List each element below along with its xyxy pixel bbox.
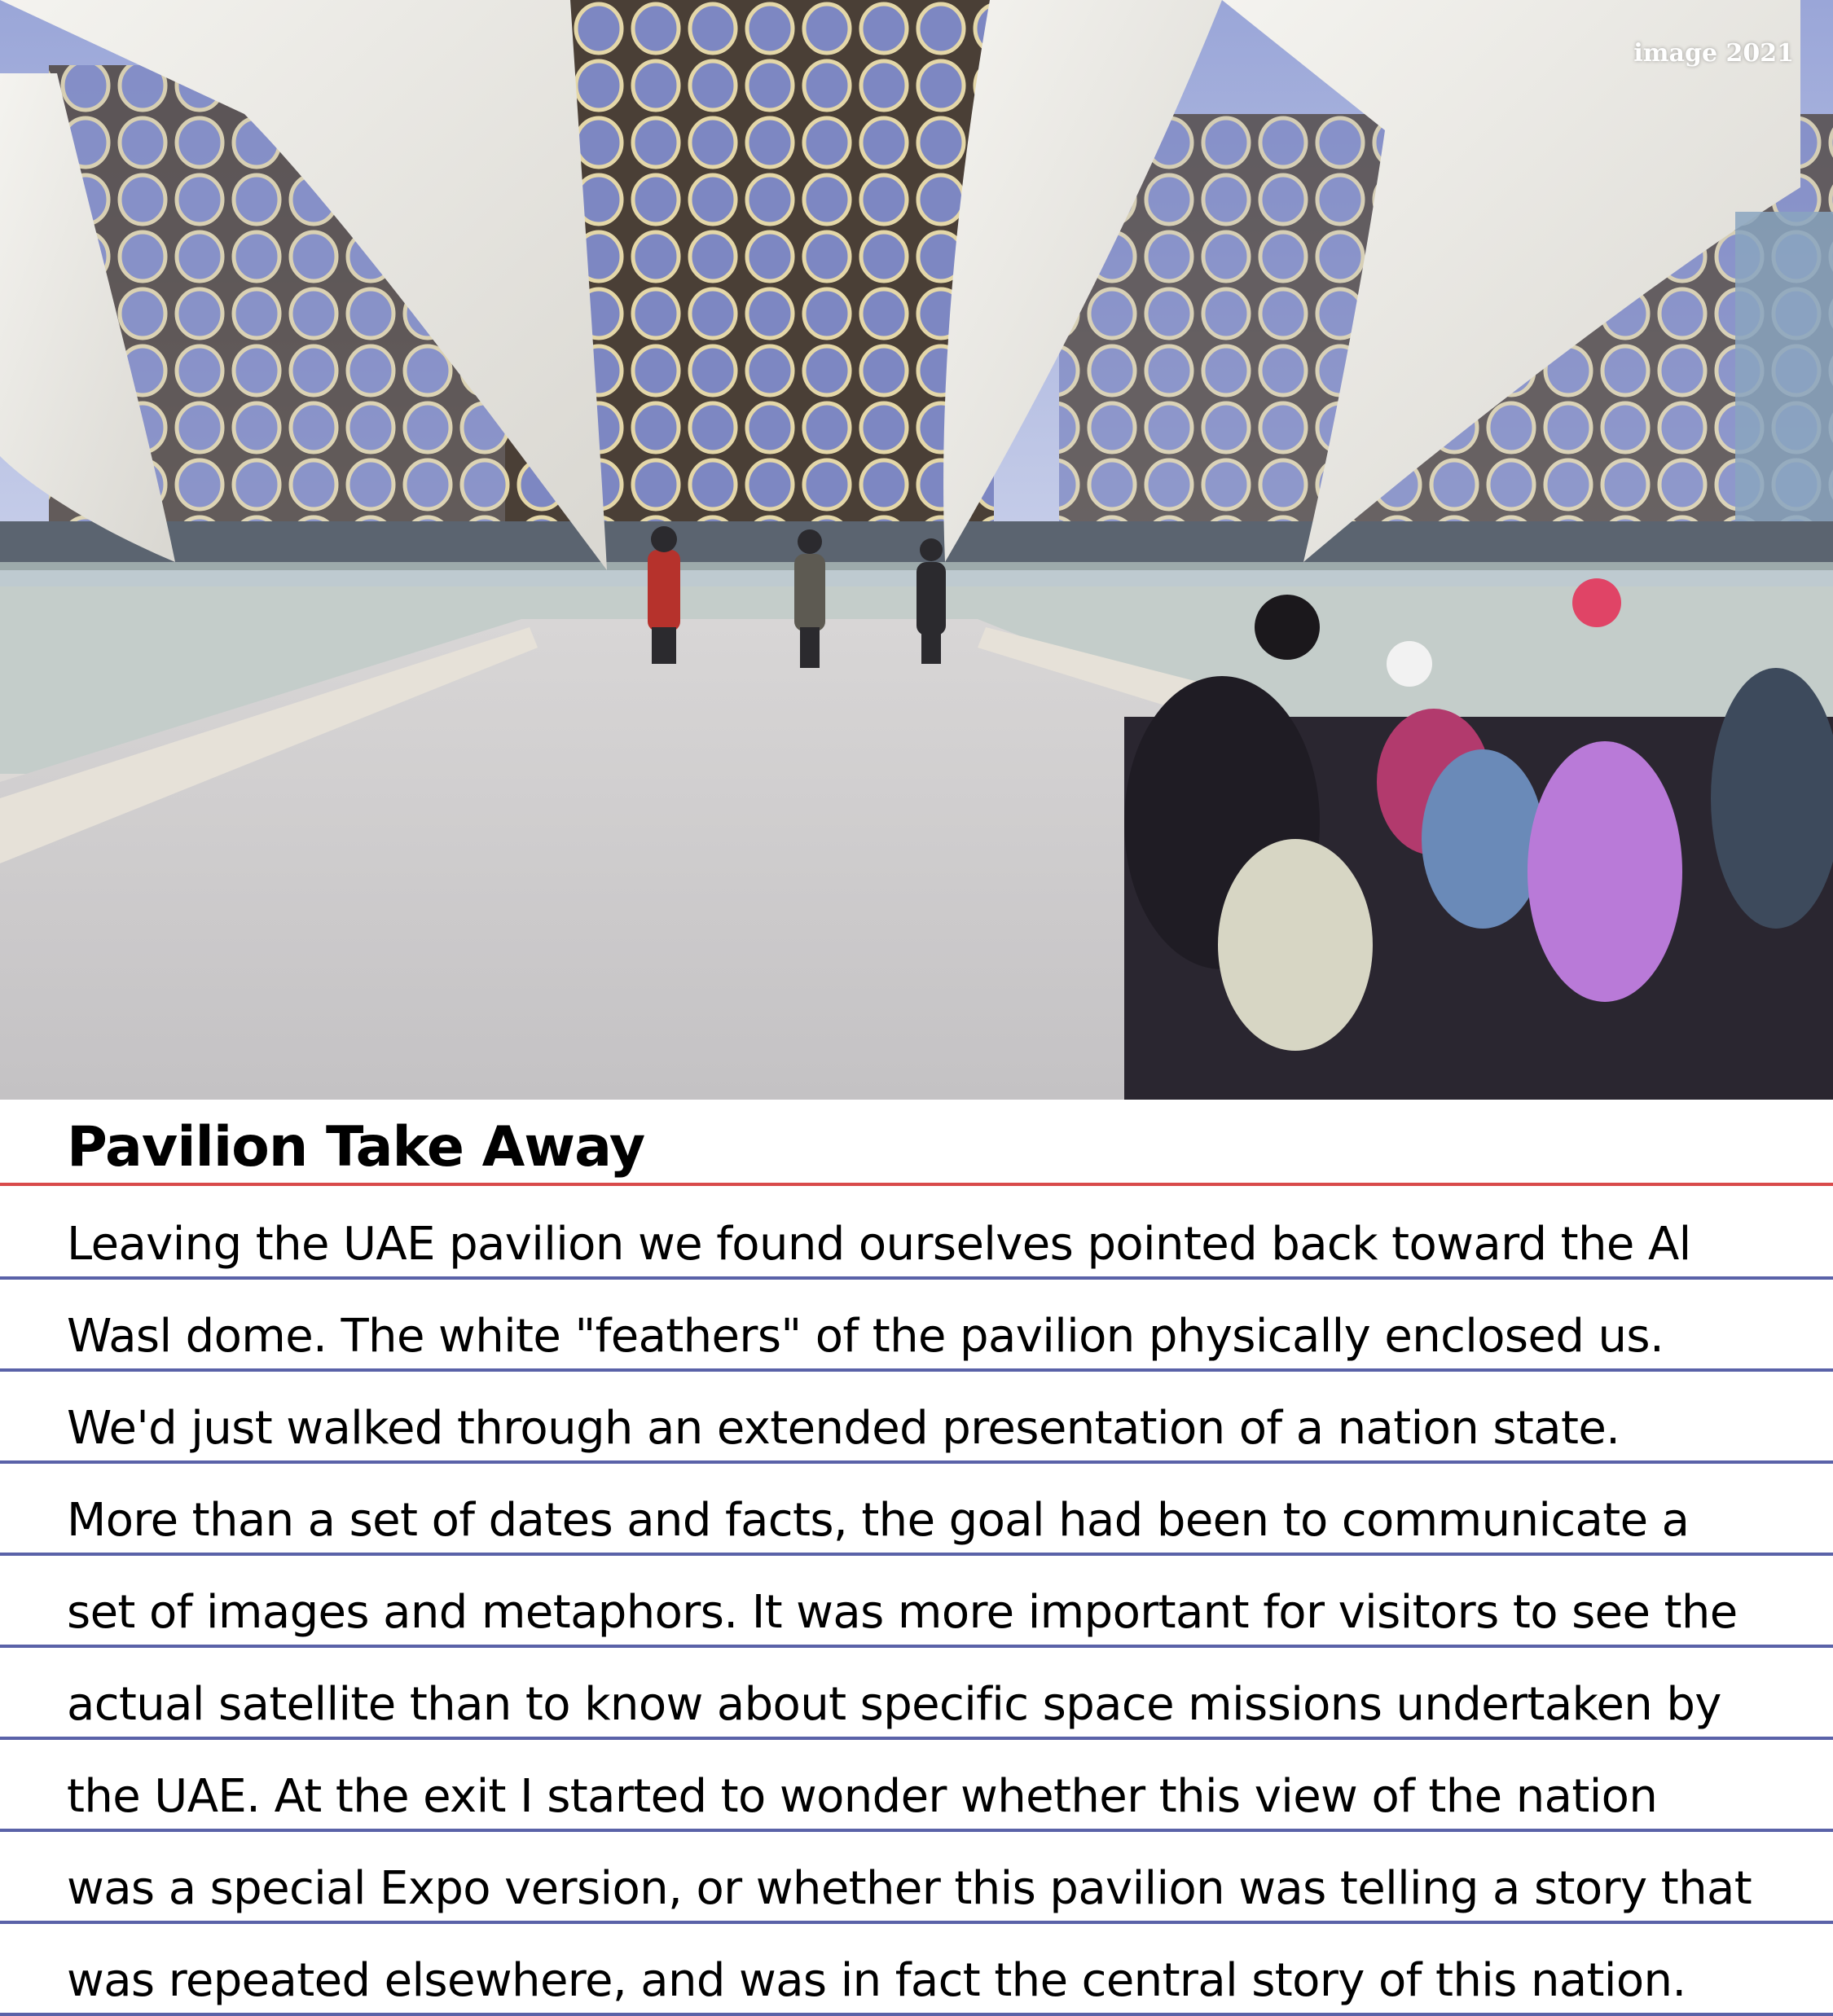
title-rule bbox=[0, 1183, 1833, 1186]
section-title: Pavilion Take Away bbox=[67, 1115, 645, 1179]
body-text bbox=[0, 1188, 1833, 2016]
text-line: Leaving the UAE pavilion we found ourselves pointed back toward the Al bbox=[0, 1188, 1833, 1280]
text-line: actual satellite than to know about specific space missions undertaken by bbox=[0, 1648, 1833, 1740]
photo-credit: image 2021 bbox=[1633, 39, 1794, 68]
text-line: was repeated elsewhere, and was in fact the central story of this nation. bbox=[0, 1924, 1833, 2016]
text-line: set of images and metaphors. It was more important for visitors to see the bbox=[0, 1556, 1833, 1648]
text-line: was a special Expo version, or whether this pavilion was telling a story that bbox=[0, 1832, 1833, 1924]
text-line: More than a set of dates and facts, the goal had been to communicate a bbox=[0, 1464, 1833, 1556]
text-line: the UAE. At the exit I started to wonder whether this view of the nation bbox=[0, 1740, 1833, 1832]
text-line: Wasl dome. The white "feathers" of the pavilion physically enclosed us. bbox=[0, 1280, 1833, 1372]
text-line: We'd just walked through an extended presentation of a nation state. bbox=[0, 1372, 1833, 1464]
